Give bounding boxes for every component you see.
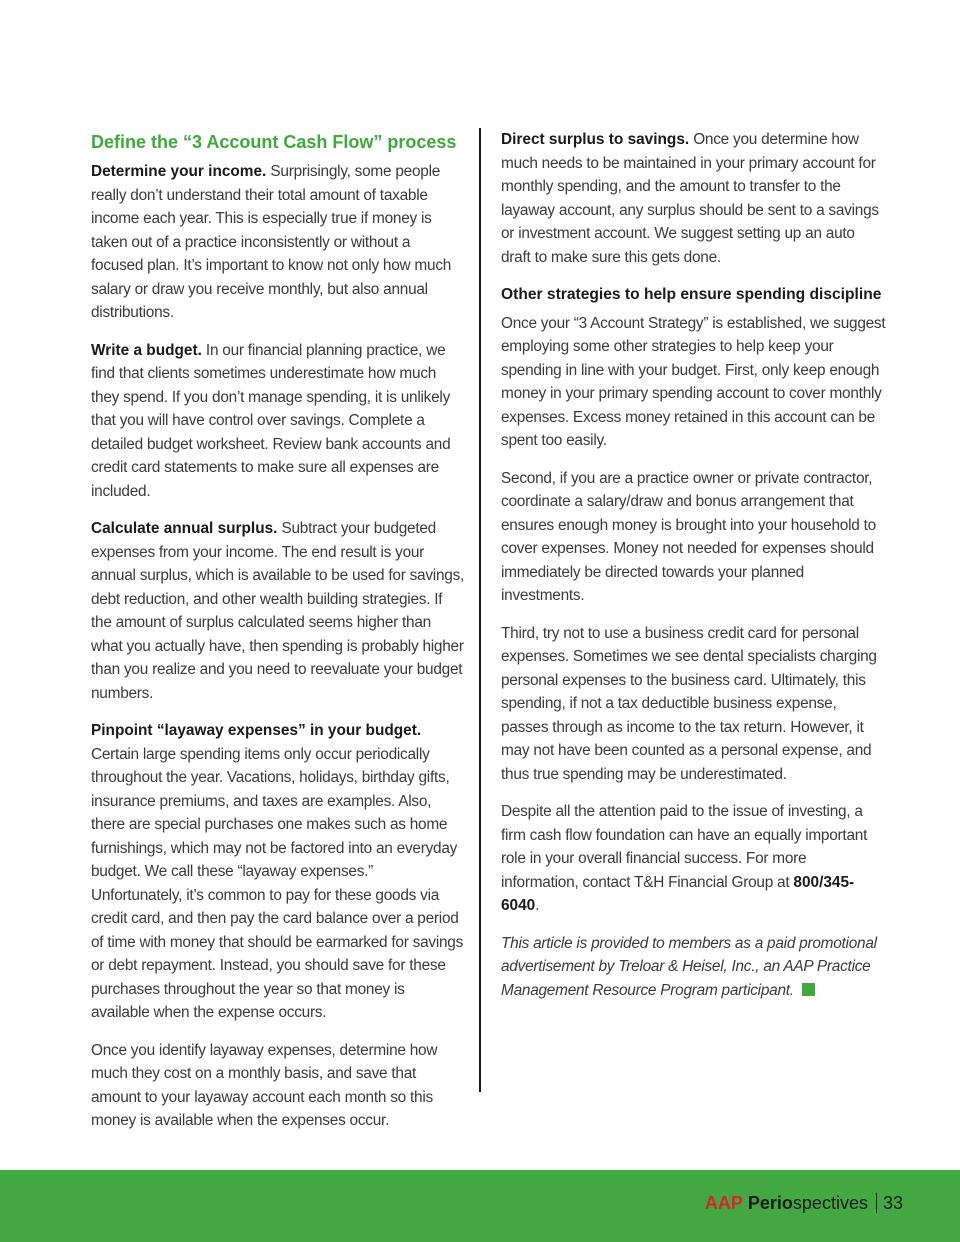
paragraph-text: Certain large spending items only occur periodically throughout the year. Vacations, holidays, birthday gifts, insurance premiums, and taxes are examples. Also, there are special purchases one makes such as home furnishings, which may not be factored into an everyday budget. We call these “layaway expenses.” Unfortunately, it’s common to pay for these goods via credit card, and then pay the card balance over a period of time with money that should be earmarked for savings or debt repayment. Instead, you should save for these purchases throughout the year so that money is available when the expense occurs. xyxy=(91,745,464,1021)
paragraph-text: In our financial planning practice, we find that clients sometimes underestimate how much they spend. If you don’t manage spending, it is unlikely that you will have control over savings. Complete a detailed budget worksheet. Review bank accounts and credit card statements to make sure all expenses are included. xyxy=(91,341,451,500)
end-mark-icon xyxy=(802,983,815,996)
brand-aap: AAP xyxy=(704,1193,743,1213)
paragraph-text: Once you determine how much needs to be maintained in your primary account for monthly spending, and the amount to transfer to the layaway account, any surplus should be sent to a savings or investment account. We suggest setting up an auto draft to make sure this gets done. xyxy=(501,131,879,266)
subheading: Other strategies to help ensure spending discipline xyxy=(501,286,882,303)
brand-perio: Perio xyxy=(747,1193,793,1213)
brand-spectives: spectives xyxy=(792,1193,868,1213)
paragraph-text: Once you identify layaway expenses, determine how much they cost on a monthly basis, and save that amount to your layaway account each month so this money is available when the expenses occur. xyxy=(91,1041,438,1129)
left-column xyxy=(91,128,465,1147)
phone-number: 800/345-6040 xyxy=(501,873,855,914)
paragraph-strategy-first: Once your “3 Account Strategy” is established, we suggest employing some other strategies to help keep your spending in line with your budget. First, only keep enough money in your primary spending account to cover monthly expenses. Excess money retained in this account can be spent too easily. xyxy=(501,314,886,449)
footer-separator xyxy=(876,1193,877,1213)
paragraph-identify-layaway xyxy=(91,1039,465,1133)
paragraph-determine-income xyxy=(91,160,465,325)
paragraph-text: Despite all the attention paid to the issue of investing, a firm cash flow foundation can have an equally important role in your overall financial success. For more information, contact T&H Financial Group at xyxy=(501,803,868,891)
page-number: 33 xyxy=(882,1193,903,1213)
paragraph-direct-surplus xyxy=(501,128,887,269)
paragraph-write-budget xyxy=(91,339,465,504)
disclaimer-text: This article is provided to members as a paid promotional advertisement by Treloar & Heisel, Inc., an AAP Practice Management Resource Program participant. xyxy=(501,934,877,999)
column-divider xyxy=(479,128,481,1092)
paragraph-layaway-expenses xyxy=(91,719,465,1025)
closing-punctuation: . xyxy=(535,897,540,914)
lead-in: Pinpoint “layaway expenses” in your budget. xyxy=(91,722,422,739)
disclaimer xyxy=(501,932,887,1003)
lead-in: Write a budget. xyxy=(91,341,202,359)
footer-bar xyxy=(0,1170,960,1242)
footer-brand xyxy=(705,1192,903,1214)
section-title: Define the “3 Account Cash Flow” process xyxy=(91,132,457,152)
paragraph-strategy-second: Second, if you are a practice owner or private contractor, coordinate a salary/draw and bonus arrangement that ensures enough money is brought into your household to cover expenses. Money not needed for expenses should immediately be directed towards your planned investments. xyxy=(501,469,876,604)
lead-in: Determine your income. xyxy=(91,163,267,180)
paragraph-annual-surplus xyxy=(91,517,465,705)
lead-in: Calculate annual surplus. xyxy=(91,520,278,537)
paragraph-text: Surprisingly, some people really don’t understand their total amount of taxable income each year. This is especially true if money is taken out of a practice inconsistently or without a focused plan. It’s important to know not only how much salary or draw you receive monthly, but also annual distributions. xyxy=(91,163,452,321)
paragraph-strategy-third: Third, try not to use a business credit card for personal expenses. Sometimes we see dental specialists charging personal expenses to the business card. Ultimately, this spending, if not a tax deductible business expense, passes through as income to the tax return. However, it may not have been counted as a personal expense, and thus true spending may be underestimated. xyxy=(501,624,877,783)
right-column xyxy=(501,128,887,1016)
paragraph-closing xyxy=(501,800,887,918)
lead-in: Direct surplus to savings. xyxy=(501,131,690,148)
paragraph-text: Subtract your budgeted expenses from your income. The end result is your annual surplus, which is available to be used for savings, debt reduction, and other wealth building strategies. If the amount of surplus calculated seems higher than what you actually have, then spending is probably higher than you realize and you need to reevaluate your budget numbers. xyxy=(91,520,465,702)
